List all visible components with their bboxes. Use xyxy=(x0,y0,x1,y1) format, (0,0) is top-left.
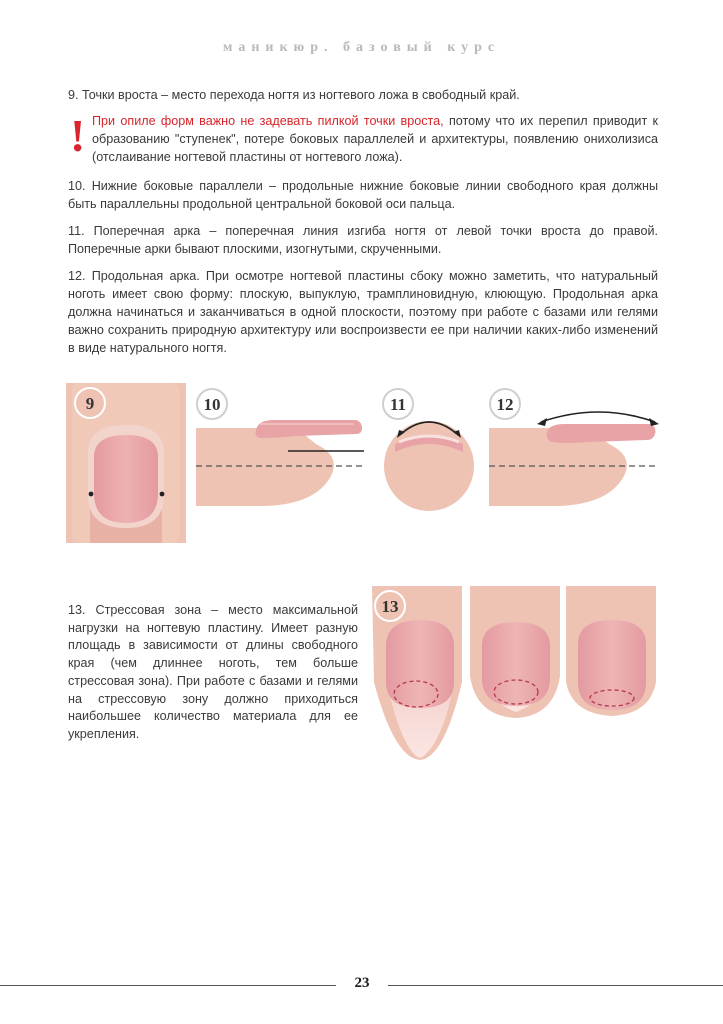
paragraph-12: 12. Продольная арка. При осмотре ногтевой пластины сбоку можно заметить, что натуральный ноготь имеет свою форму: плоскую, выпуклую, трамплиновидную, клюющую. Продольная арка должна начинаться и заканчиваться в одной плоскости, поэтому при работе с базами или гелями важно сохранить природную архитектуру или воспроизвести ее при наличии каких-либо изменений в виде натурального ногтя. xyxy=(68,269,658,355)
figure-10-badge: 10 xyxy=(203,395,221,414)
figure-10-lower-parallels xyxy=(196,386,364,508)
figure-13-stress-zone xyxy=(372,586,660,762)
paragraph-10: 10. Нижние боковые параллели – продольные нижние боковые линии свободного края должны быть параллельны продольной центральной боковой оси пальца. xyxy=(68,179,658,211)
figure-9-badge: 9 xyxy=(85,394,95,413)
figure-13-badge: 13 xyxy=(381,597,399,616)
footer-rule-left xyxy=(0,985,336,986)
warning-exclamation-icon: ! xyxy=(70,110,86,161)
warning-text: потому что их перепил приводит к образованию "ступенек", потере боковых параллелей и архитектуры, появлению онихолизиса (отслаивание ногтевой пластины от ногтевого ложа). xyxy=(92,114,658,164)
page-number: 23 xyxy=(354,975,370,991)
footer-rule-right xyxy=(388,985,723,986)
figure-12-longitudinal-arch xyxy=(489,386,659,508)
paragraph-9: 9. Точки вроста – место перехода ногтя из ногтевого ложа в свободный край. xyxy=(68,88,520,102)
warning-highlight: При опиле форм важно не задевать пилкой точки вроста, xyxy=(92,114,444,128)
warning-paragraph xyxy=(92,112,658,166)
figure-12-badge: 12 xyxy=(496,395,514,414)
running-header: маникюр. базовый курс xyxy=(222,40,501,55)
figure-11-badge: 11 xyxy=(389,395,407,414)
paragraph-11: 11. Поперечная арка – поперечная линия изгиба ногтя от левой точки вроста до правой. Поперечные арки бывают плоскими, изогнутыми, скрученными. xyxy=(68,224,658,256)
figure-11-transverse-arch xyxy=(381,388,477,514)
figure-9-growth-points xyxy=(66,383,186,543)
paragraph-13: 13. Стрессовая зона – место максимальной нагрузки на ногтевую пластину. Имеет разную площадь в зависимости от длины свободного края (чем длиннее ноготь, тем больше стрессовая зона). При работе с базами и гелями на стрессовую зону должно приходиться наибольшее количество материала для ее укрепления. xyxy=(68,603,358,741)
